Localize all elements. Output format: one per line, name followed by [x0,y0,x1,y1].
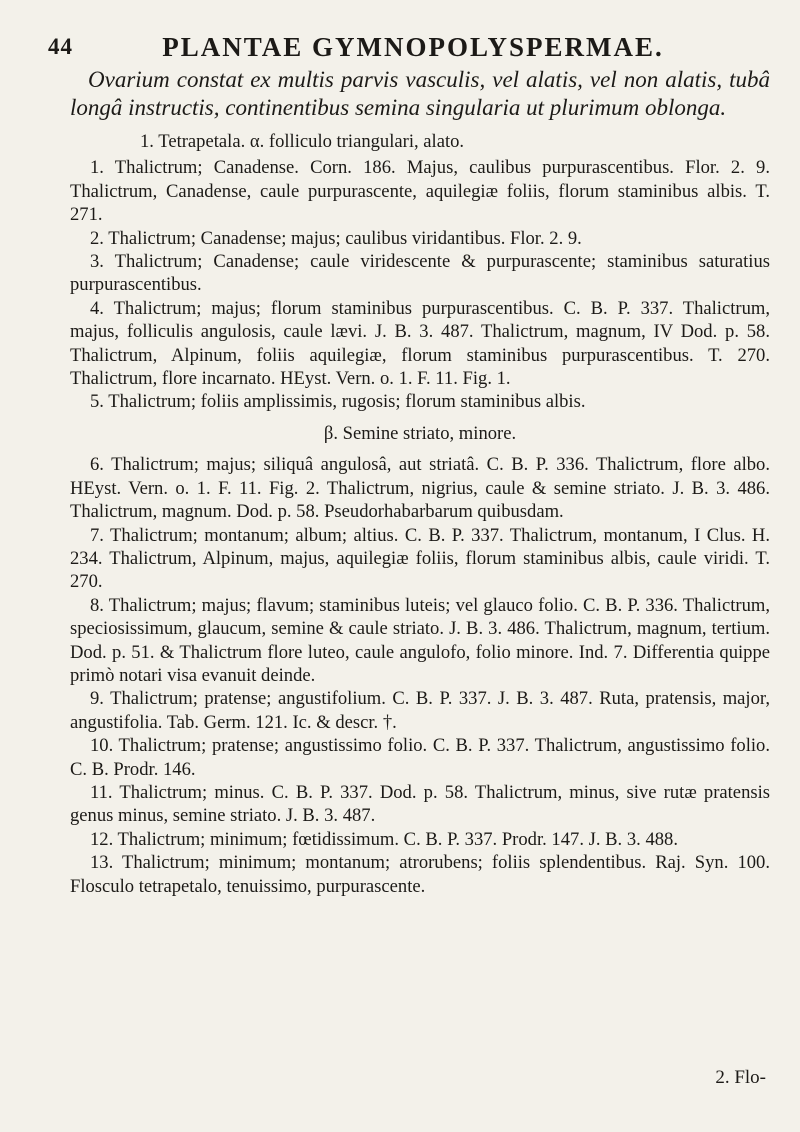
page-body [70,66,770,898]
entry-10: 10. Thalictrum; pratense; angustissimo folio. C. B. P. 337. Thalictrum, angustissimo folio. C. B. Prodr. 146. [70,735,770,780]
entry-12: 12. Thalictrum; minimum; fœtidissimum. C. B. P. 337. Prodr. 147. J. B. 3. 488. [90,828,678,850]
entry-6: 6. Thalictrum; majus; siliquâ angulosâ, aut striatâ. C. B. P. 336. Thalictrum, flore albo. HEyst. Vern. o. 1. F. 11. Fig. 2. Thalictrum, nigrius, caule & semine striato. J. B. 3. 486. Thalictrum, magnum. Dod. p. 58. Pseudorhabarbarum quibusdam. [70,454,770,523]
intro-paragraph: Ovarium constat ex multis parvis vasculis, vel alatis, vel non alatis, tubâ longâ instructis, continentibus semina singularia ut plurimum oblonga. [70,67,770,120]
subheading-tetrapetala: 1. Tetrapetala. α. folliculo triangulari, alato. [140,131,465,152]
entry-3: 3. Thalictrum; Canadense; caule viridescente & purpurascente; staminibus saturatius purpurascentibus. [70,251,770,296]
running-head: PLANTAE GYMNOPOLYSPERMAE. [162,32,664,62]
entry-11: 11. Thalictrum; minus. C. B. P. 337. Dod. p. 58. Thalictrum, minus, sive rutæ pratensis genus minus, semine striato. J. B. 3. 487. [70,781,770,827]
entry-5: 5. Thalictrum; foliis amplissimis, rugosis; florum staminibus albis. [90,391,586,413]
entry-4: 4. Thalictrum; majus; florum staminibus purpurascentibus. C. B. P. 337. Thalictrum, majus, folliculis angulosis, caule lævi. J. B. 3. 487. Thalictrum, magnum, IV Dod. p. 58. Thalictrum, Alpinum, foliis aquilegiæ, florum staminibus purpurascentibus. T. 270. Thalictrum, flore incarnato. HEyst. Vern. o. 1. F. 11. Fig. 1. [70,297,770,390]
entry-7: 7. Thalictrum; montanum; album; altius. C. B. P. 337. Thalictrum, montanum, I Clus. H. 234. Thalictrum, Alpinum, majus, aquilegiæ foliis, florum staminibus albis, caule viridi. T. 270. [70,524,770,593]
section-beta: β. Semine striato, minore. [323,422,517,444]
catchword: 2. Flo- [715,1067,766,1088]
entry-9: 9. Thalictrum; pratense; angustifolium. C. B. P. 337. J. B. 3. 487. Ruta, pratensis, major, angustifolia. Tab. Germ. 121. Ic. & descr. †. [70,688,770,733]
entry-13: 13. Thalictrum; minimum; montanum; atrorubens; foliis splendentibus. Raj. Syn. 100. Flosculo tetrapetalo, tenuissimo, purpurascente. [70,852,770,897]
entry-2: 2. Thalictrum; Canadense; majus; caulibus viridantibus. Flor. 2. 9. [90,227,582,249]
entry-1: 1. Thalictrum; Canadense. Corn. 186. Majus, caulibus purpurascentibus. Flor. 2. 9. Thalictrum, Canadense, caule purpurascente, aquilegiæ foliis, florum staminibus albis. T. 271. [70,157,770,226]
entry-8: 8. Thalictrum; majus; flavum; staminibus luteis; vel glauco folio. C. B. P. 336. Thalictrum, speciosissimum, glaucum, semine & caule striato. J. B. 3. 486. Thalictrum, magnum, tertium. Dod. p. 51. & Thalictrum flore luteo, caule angulofo, folio minore. Ind. 7. Differentia quippe primò notari visa evanuit deinde. [70,594,770,686]
page-number: 44 [48,34,73,59]
